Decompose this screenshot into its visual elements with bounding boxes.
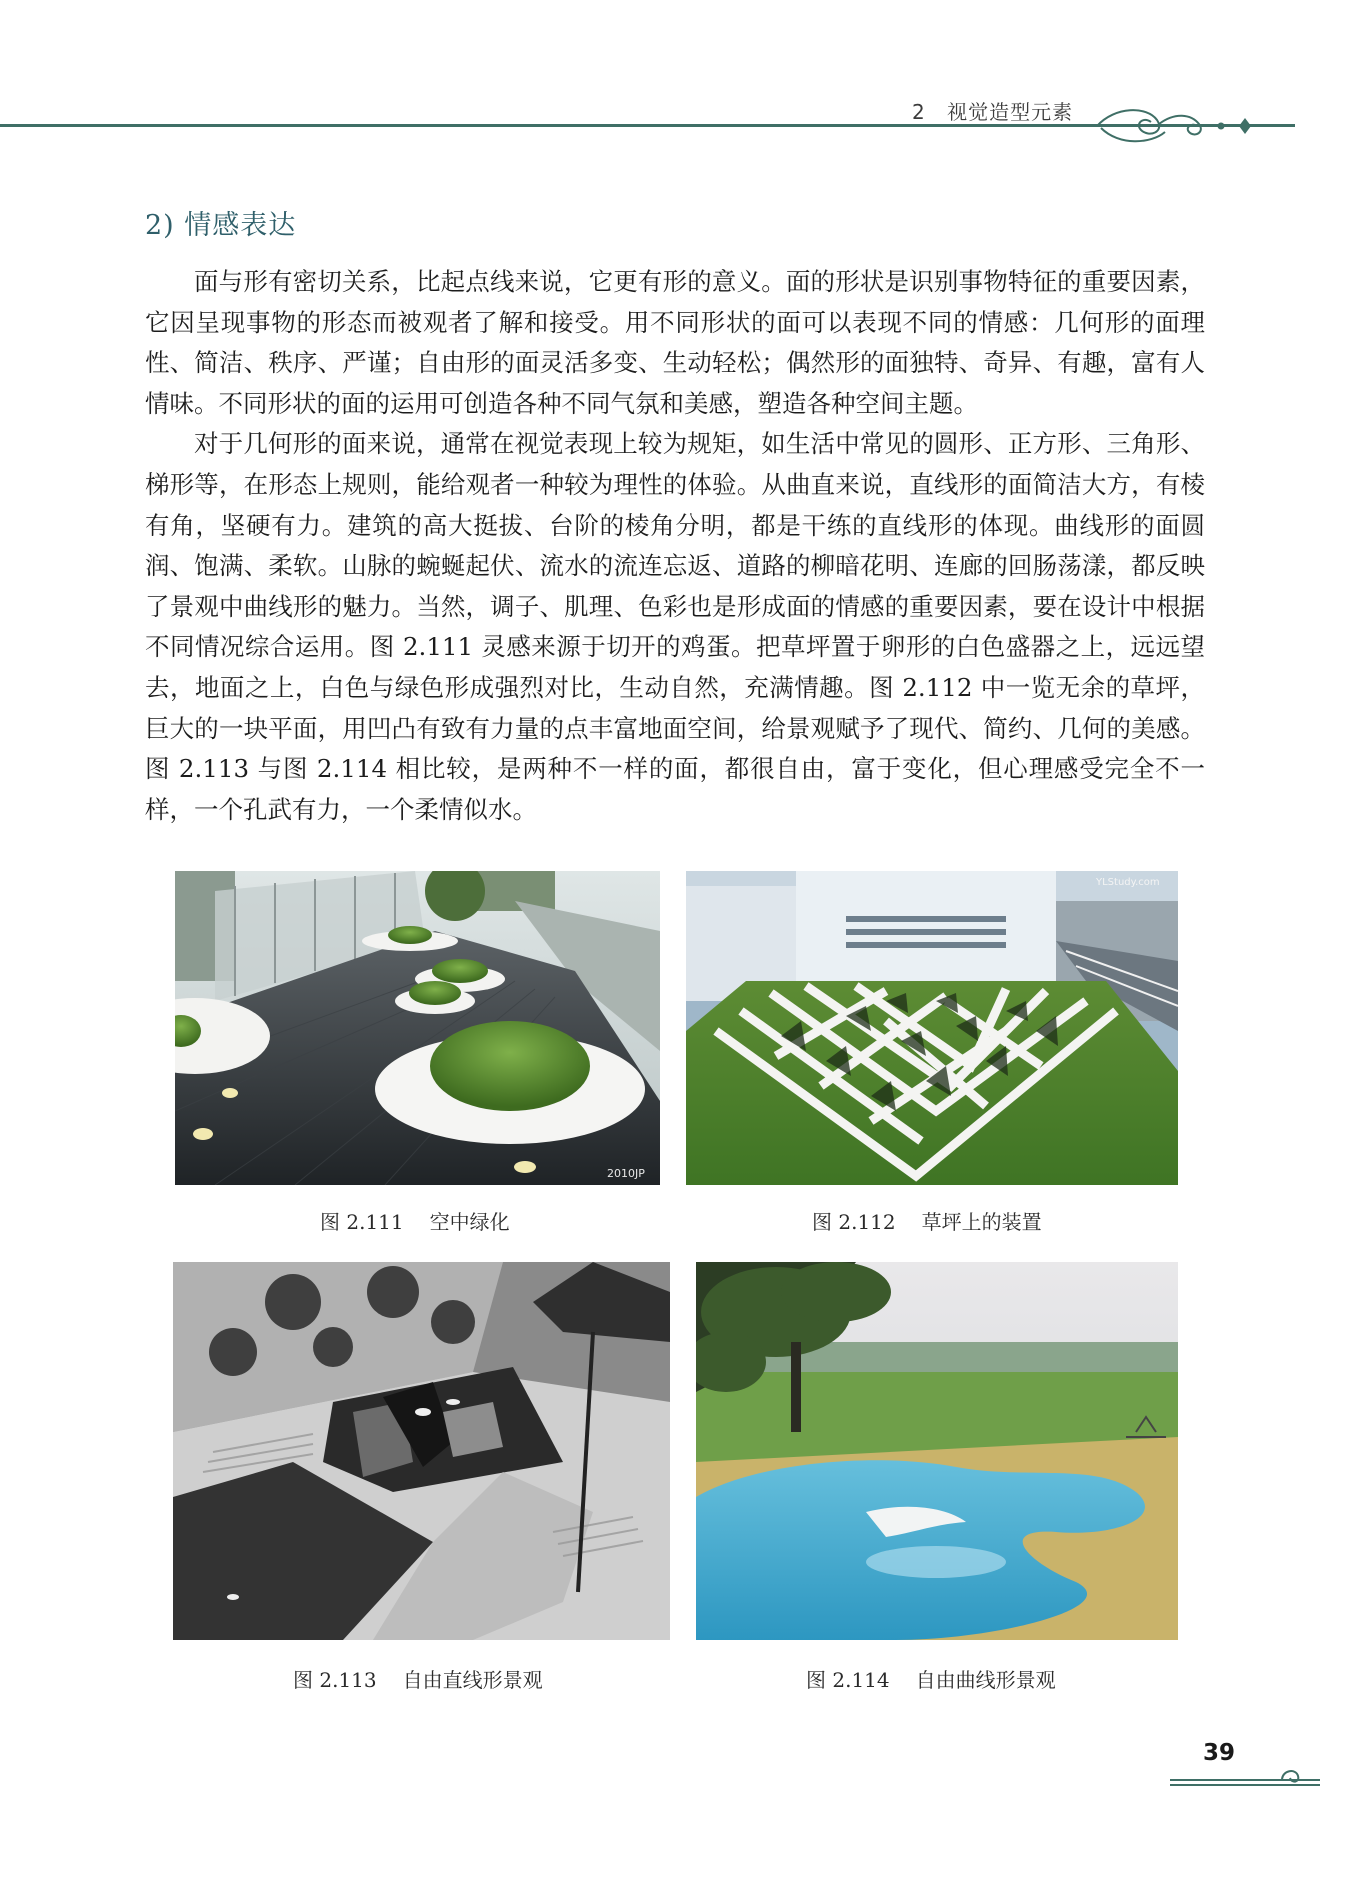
figure-2-112-caption xyxy=(812,1206,1042,1235)
figure-2-113-image xyxy=(173,1262,670,1640)
footer-ornament-icon xyxy=(1170,1764,1320,1790)
figure-2-111-watermark: 2010JP xyxy=(607,1167,645,1180)
figure-label: 图 2.111 xyxy=(320,1210,404,1234)
chapter-number: 2 xyxy=(912,100,926,124)
figure-2-112-watermark: YLStudy.com xyxy=(1096,877,1160,888)
figure-title: 自由直线形景观 xyxy=(402,1668,543,1692)
figure-2-114-image xyxy=(696,1262,1178,1640)
figure-2-111-caption xyxy=(320,1206,510,1235)
header-ornament-icon xyxy=(1095,102,1295,148)
figure-title: 自由曲线形景观 xyxy=(915,1668,1056,1692)
paragraph: 面与形有密切关系，比起点线来说，它更有形的意义。面的形状是识别事物特征的重要因素，它因呈现事物的形态而被观者了解和接受。用不同形状的面可以表现不同的情感：几何形的面理性、简洁、秩序、严谨；自由形的面灵活多变、生动轻松；偶然形的面独特、奇异、有趣，富有人情味。不同形状的面的运用可创造各种不同气氛和美感，塑造各种空间主题。 xyxy=(145,267,1205,418)
figure-2-113-caption xyxy=(293,1664,543,1693)
page-number: 39 xyxy=(1203,1740,1236,1766)
figure-2-111-image xyxy=(175,871,660,1185)
figure-label: 图 2.114 xyxy=(806,1668,890,1692)
figure-title: 空中绿化 xyxy=(429,1210,510,1234)
paragraph: 对于几何形的面来说，通常在视觉表现上较为规矩，如生活中常见的圆形、正方形、三角形、梯形等，在形态上规则，能给观者一种较为理性的体验。从曲直来说，直线形的面简洁大方，有棱有角，坚硬有力。建筑的高大挺拔、台阶的棱角分明，都是干练的直线形的体现。曲线形的面圆润、饱满、柔软。山脉的蜿蜒起伏、流水的流连忘返、道路的柳暗花明、连廊的回肠荡漾，都反映了景观中曲线形的魅力。当然，调子、肌理、色彩也是形成面的情感的重要因素，要在设计中根据不同情况综合运用。图 2.111 灵感来源于切开的鸡蛋。把草坪置于卵形的白色盛器之上，远远望去，地面之上，白色与绿色形成强烈对比，生动自然，充满情趣。图 2.112 中一览无余的草坪，巨大的一块平面，用凹凸有致有力量的点丰富地面空间，给景观赋予了现代、简约、几何的美感。图 2.113 与图 2.114 相比较，是两种不一样的面，都很自由，富于变化，但心理感受完全不一样，一个孔武有力，一个柔情似水。 xyxy=(145,429,1205,824)
figure-label: 图 2.113 xyxy=(293,1668,377,1692)
figure-2-114-caption xyxy=(806,1664,1056,1693)
section-heading: 2) 情感表达 xyxy=(145,210,297,241)
figure-title: 草坪上的装置 xyxy=(921,1210,1042,1234)
body-text xyxy=(145,262,1205,830)
chapter-title: 视觉造型元素 xyxy=(947,100,1074,124)
running-header xyxy=(912,96,1073,125)
figure-2-112-image xyxy=(686,871,1178,1185)
figure-label: 图 2.112 xyxy=(812,1210,896,1234)
